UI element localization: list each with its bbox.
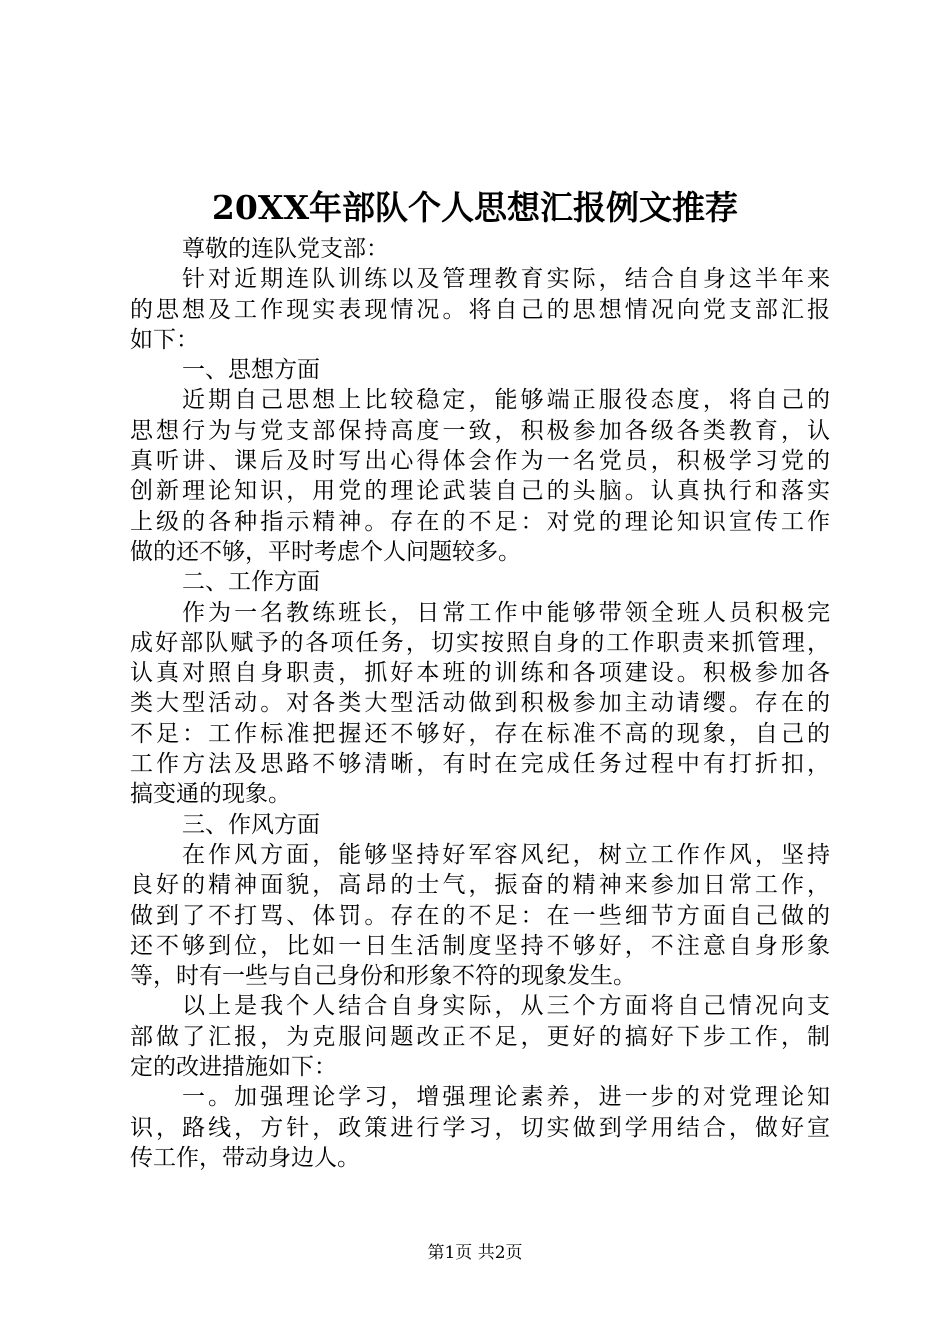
body-line: 二、工作方面 xyxy=(182,569,320,596)
body-line: 真听讲、课后及时写出心得体会作为一名党员，积极学习党的 xyxy=(130,448,830,475)
body-line: 针对近期连队训练以及管理教育实际，结合自身这半年来 xyxy=(182,266,830,293)
body-line: 识，路线，方针，政策进行学习，切实做到学用结合，做好宣 xyxy=(130,1114,830,1141)
body-line: 一。加强理论学习，增强理论素养，进一步的对党理论知 xyxy=(182,1084,830,1111)
body-line: 部做了汇报，为克服问题改正不足，更好的搞好下步工作，制 xyxy=(130,1023,830,1050)
body-line: 的思想及工作现实表现情况。将自己的思想情况向党支部汇报 xyxy=(130,296,830,323)
document-title: 20XX年部队个人思想汇报例文推荐 xyxy=(211,188,739,227)
body-line: 工作方法及思路不够清晰，有时在完成任务过程中有打折扣， xyxy=(130,751,830,778)
body-line: 成好部队赋予的各项任务，切实按照自身的工作职责来抓管理， xyxy=(130,629,830,656)
body-line: 三、作风方面 xyxy=(182,811,320,838)
body-line: 认真对照自身职责，抓好本班的训练和各项建设。积极参加各 xyxy=(130,660,830,687)
body-line: 创新理论知识，用党的理论武装自己的头脑。认真执行和落实 xyxy=(130,478,830,505)
body-line: 以上是我个人结合自身实际，从三个方面将自己情况向支 xyxy=(182,993,830,1020)
body-line: 定的改进措施如下： xyxy=(130,1054,337,1081)
body-line: 思想行为与党支部保持高度一致，积极参加各级各类教育，认 xyxy=(130,417,830,444)
body-line: 等，时有一些与自己身份和形象不符的现象发生。 xyxy=(130,963,636,990)
body-line: 做的还不够，平时考虑个人问题较多。 xyxy=(130,538,521,565)
body-line: 传工作，带动身边人。 xyxy=(130,1144,360,1171)
body-line: 在作风方面，能够坚持好军容风纪，树立工作作风，坚持 xyxy=(182,841,830,868)
body-line: 搞变通的现象。 xyxy=(130,781,291,808)
body-line: 还不够到位，比如一日生活制度坚持不够好，不注意自身形象 xyxy=(130,932,830,959)
body-line: 类大型活动。对各类大型活动做到积极参加主动请缨。存在的 xyxy=(130,690,830,717)
body-line: 作为一名教练班长，日常工作中能够带领全班人员积极完 xyxy=(182,599,830,626)
body-line: 尊敬的连队党支部： xyxy=(182,236,389,262)
body-line: 近期自己思想上比较稳定，能够端正服役态度，将自己的 xyxy=(182,387,830,414)
body-line: 不足：工作标准把握还不够好，存在标准不高的现象，自己的 xyxy=(130,720,830,747)
body-line: 一、思想方面 xyxy=(182,357,320,384)
document-body xyxy=(130,234,830,1173)
page-footer: 第1页 共2页 xyxy=(427,1243,523,1263)
body-line: 如下： xyxy=(130,326,199,353)
body-line: 做到了不打骂、体罚。存在的不足：在一些细节方面自己做的 xyxy=(130,902,830,929)
body-line: 良好的精神面貌，高昂的士气，振奋的精神来参加日常工作， xyxy=(130,872,830,899)
body-line: 上级的各种指示精神。存在的不足：对党的理论知识宣传工作 xyxy=(130,508,830,535)
